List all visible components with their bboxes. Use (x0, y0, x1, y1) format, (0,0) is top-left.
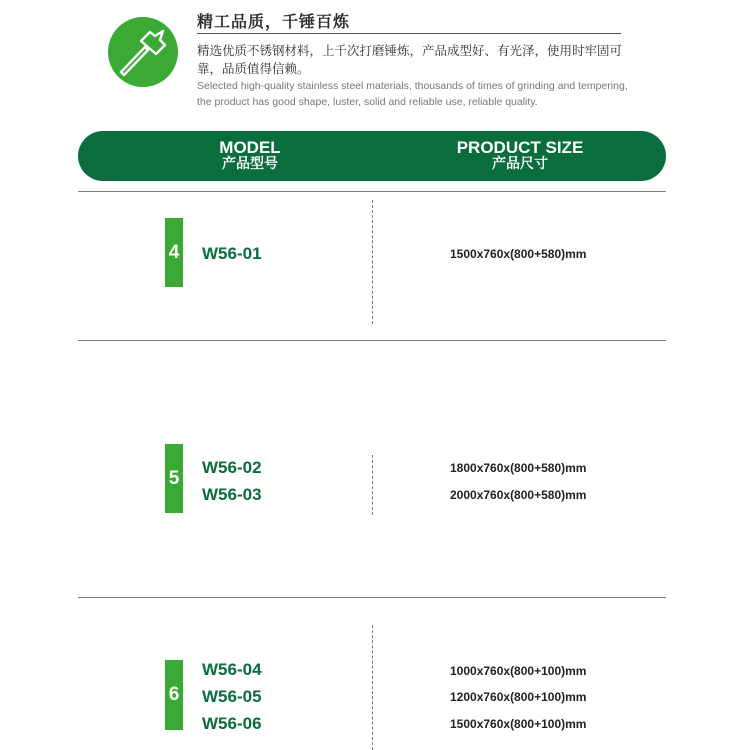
column-divider (372, 455, 373, 515)
model-code: W56-04 (202, 660, 262, 679)
row-divider (78, 340, 666, 341)
model-code: W56-01 (202, 244, 262, 263)
description-en: Selected high-quality stainless steel materials, thousands of times of grinding and tempering, the product has good shape, luster, solid and reliable use, reliable quality. (197, 80, 628, 108)
section-title: 精工品质，千锤百炼 (197, 12, 351, 31)
row-divider (78, 191, 666, 192)
size-header-cn: 产品尺寸 (492, 156, 548, 172)
column-divider (372, 200, 373, 324)
model-code: W56-02 (202, 458, 262, 477)
title-divider (197, 33, 621, 34)
column-divider (372, 625, 373, 750)
model-header-en: MODEL (219, 138, 281, 157)
product-size: 1200x760x(800+100)mm (450, 690, 587, 704)
group-number-badge: 5 (165, 444, 183, 513)
group-number-badge: 4 (165, 218, 183, 287)
model-code: W56-05 (202, 687, 262, 706)
row-divider (78, 597, 666, 598)
quality-badge (108, 17, 178, 87)
product-size: 1500x760x(800+580)mm (450, 247, 587, 261)
model-code: W56-06 (202, 714, 262, 733)
product-size: 2000x760x(800+580)mm (450, 488, 587, 502)
product-size: 1500x760x(800+100)mm (450, 717, 587, 731)
product-size: 1800x760x(800+580)mm (450, 461, 587, 475)
description-cn: 精选优质不锈钢材料，上千次打磨锤炼，产品成型好、有光泽，使用时牢固可靠，品质值得信赖。 (197, 43, 623, 76)
size-column-header (420, 139, 620, 173)
group-number-badge: 6 (165, 660, 183, 730)
model-header-cn: 产品型号 (222, 156, 278, 172)
size-header-en: PRODUCT SIZE (456, 138, 584, 157)
product-size: 1000x760x(800+100)mm (450, 664, 587, 678)
model-column-header (150, 139, 350, 173)
hammer-icon (108, 17, 178, 87)
model-code: W56-03 (202, 485, 262, 504)
